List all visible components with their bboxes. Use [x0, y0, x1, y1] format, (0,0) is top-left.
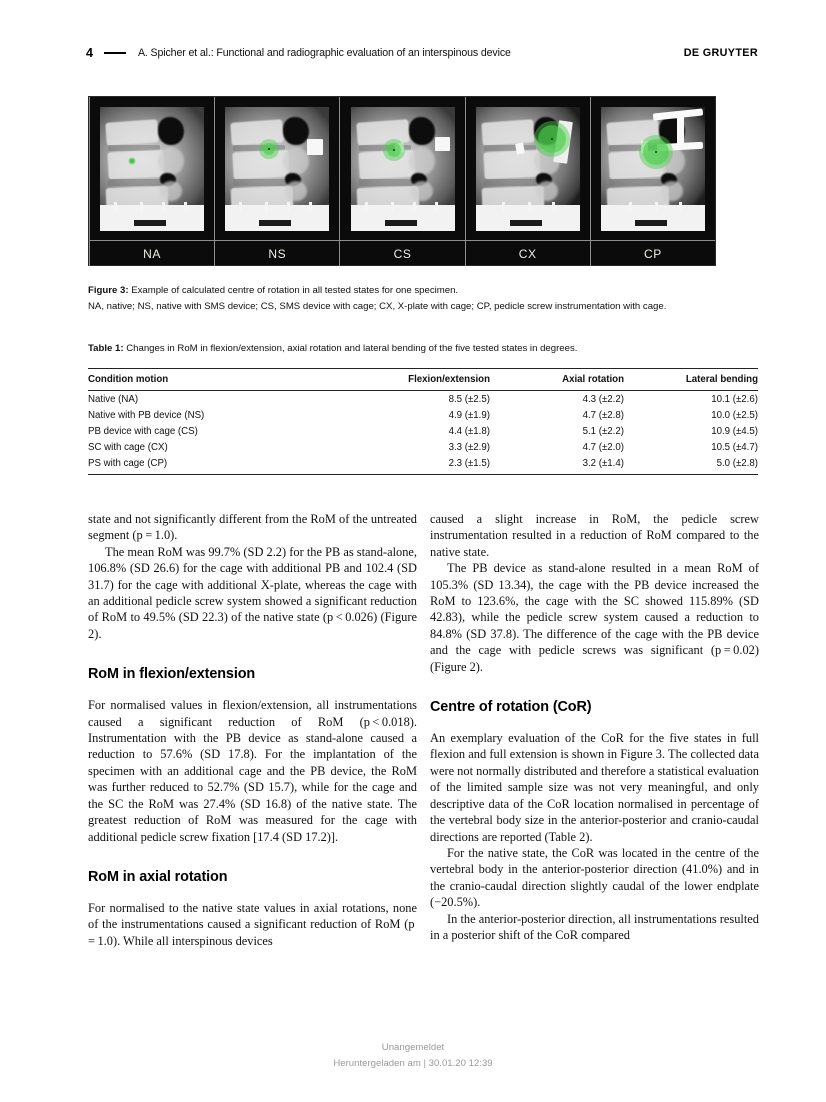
paragraph-continued: state and not significantly different from the RoM of the untreated segment (p = 1.0). [88, 512, 417, 543]
cor-marker-na [130, 159, 134, 163]
paragraph-posterior-shift: In the anterior-posterior direction, all instrumentations resulted in a posterior shift of the CoR compared [430, 911, 759, 942]
figure-label-row [89, 240, 715, 266]
table-row [88, 423, 758, 439]
radiograph-cx [476, 107, 580, 231]
figure-label-cs: CS [340, 241, 465, 266]
radiograph-cs [351, 107, 455, 231]
paragraph-mean-rom: The mean RoM was 99.7% (SD 2.2) for the PB as stand-alone, 106.8% (SD 26.6) for the cage with additional PB and 102.4 (SD 31.7) for the cage with additional X-plate, whereas the cage with an additional pedicle screw system showed a significant reduction of RoM to 49.5% (SD 22.3) of the native state (p < 0.026) (Figure 2). [88, 544, 417, 641]
paragraph-pb-device: The PB device as stand-alone resulted in a mean RoM of 105.3% (SD 13.34), the cage with the PB device increased the RoM to 123.6%, the cage with the SC showed 115.89% (SD 42.83), while the pedicle screw system caused a reduction to 84.8% (SD 37.8). The difference of the cage with the PB device and the cage with pedicle screws was significant (p = 0.02) (Figure 2). [430, 561, 759, 674]
figure-panel-cx [466, 97, 591, 240]
cor-marker-cx [538, 125, 566, 153]
cell-axial-rotation: 4.7 (±2.8) [582, 409, 624, 421]
cell-condition: PB device with cage (CS) [88, 425, 198, 437]
running-head [86, 44, 758, 62]
body-column-left [88, 511, 417, 949]
cell-condition: SC with cage (CX) [88, 442, 168, 454]
figure-panel-ns [215, 97, 340, 240]
cell-condition: Native (NA) [88, 393, 139, 405]
paragraph-continued: caused a slight increase in RoM, the pedicle screw instrumentation resulted in a reduction of RoM compared to the native state. [430, 512, 759, 559]
cell-axial-rotation: 5.1 (±2.2) [582, 425, 624, 437]
table-header [88, 369, 758, 391]
header-rule-icon [104, 52, 126, 55]
cell-lateral-bending: 10.0 (±2.5) [711, 409, 758, 421]
table-header-flexion: Flexion/extension [356, 369, 490, 391]
cell-flexion: 3.3 (±2.9) [448, 442, 490, 454]
paragraph-flexion: For normalised values in flexion/extension, all instrumentations caused a significant reduction of RoM (p < 0.018). Instrumentation with the PB device as stand-alone caused a reduction to 57.6% (SD 17.8). For the implantation of the specimen with an additional cage and the PB device, the RoM was further reduced to 52.7% (SD 15.7), while for the cage and the SC the RoM was 27.4% (SD 16.8) of the native state. The greatest reduction of RoM was measured for the cage with additional pedicle screw fixation [17.4 (SD 17.2)]. [88, 698, 417, 844]
running-head-title: A. Spicher et al.: Functional and radiographic evaluation of an interspinous device [137, 47, 511, 59]
figure-caption-text: Example of calculated centre of rotation in all tested states for one specimen. [131, 285, 459, 296]
table-row [88, 391, 758, 408]
cell-lateral-bending: 10.9 (±4.5) [711, 425, 758, 437]
cell-flexion: 4.4 (±1.8) [448, 425, 490, 437]
cell-condition: Native with PB device (NS) [88, 409, 205, 421]
table-body [88, 391, 758, 475]
cell-lateral-bending: 10.5 (±4.7) [711, 442, 758, 454]
cell-flexion: 8.5 (±2.5) [448, 393, 490, 405]
heading-rom-axial-rotation: RoM in axial rotation [88, 868, 228, 885]
table-row [88, 407, 758, 423]
cor-marker-ns [263, 143, 275, 155]
cell-flexion: 4.9 (±1.9) [448, 409, 490, 421]
table-header-axial-rotation: Axial rotation [490, 369, 624, 391]
heading-rom-flexion-extension: RoM in flexion/extension [88, 666, 256, 683]
body-column-right [430, 511, 759, 943]
footer-auth-status: Unangemeldet [381, 1042, 445, 1053]
table-row [88, 456, 758, 475]
table-caption-label: Table 1: [88, 343, 124, 354]
figure-panel-row [89, 97, 715, 240]
paragraph-axial: For normalised to the native state values in axial rotations, none of the instrumentations caused a significant reduction of RoM (p = 1.0). While all interspinous devices [88, 900, 417, 948]
radiograph-ns [225, 107, 329, 231]
cell-axial-rotation: 4.7 (±2.0) [582, 442, 624, 454]
figure-3-caption [88, 283, 760, 314]
table-header-condition: Condition motion [88, 369, 356, 391]
cell-flexion: 2.3 (±1.5) [356, 456, 490, 475]
table-1-caption [88, 342, 760, 356]
paragraph-cor-intro: An exemplary evaluation of the CoR for the five states in full flexion and full extension is shown in Figure 3. The collected data were not normally distributed and therefore a statistical evaluation of the limited sample size was not very meaningful, and only descriptive data of the CoR location normalised in percentage of the vertebral body size in the anterior-posterior and cranio-caudal directions are reported (Table 2). [430, 731, 759, 844]
radiograph-na [100, 107, 204, 231]
paragraph-native-state: For the native state, the CoR was located in the centre of the vertebral body in the anterior-posterior direction (41.0%) and in the cranio-caudal direction slightly caudal of the lower endplate (−20.5%). [430, 845, 759, 910]
figure-panel-cs [340, 97, 465, 240]
figure-label-cx: CX [466, 241, 591, 266]
table-row [88, 440, 758, 456]
figure-panel-cp [591, 97, 715, 240]
cell-condition: PS with cage (CP) [88, 456, 356, 475]
table-header-lateral-bending: Lateral bending [624, 369, 758, 391]
heading-centre-of-rotation: Centre of rotation (CoR) [430, 699, 592, 716]
table-caption-text: Changes in RoM in flexion/extension, axial rotation and lateral bending of the five tested states in degrees. [126, 343, 578, 354]
publisher-logo: DE GRUYTER [683, 47, 758, 59]
table-header-row [88, 369, 758, 391]
cor-marker-cs [387, 143, 401, 157]
cell-lateral-bending: 10.1 (±2.6) [711, 393, 758, 405]
page-number: 4 [86, 45, 93, 60]
figure-caption-legend: NA, native; NS, native with SMS device; CS, SMS device with cage; CX, X-plate with cage; CP, pedicle screw instrumentation with cage. [88, 300, 667, 312]
figure-panel-na [89, 97, 215, 240]
cor-marker-cp [643, 139, 669, 165]
download-footer [0, 1040, 826, 1072]
figure-3-image [88, 96, 716, 266]
figure-label-ns: NS [215, 241, 340, 266]
cell-axial-rotation: 3.2 (±1.4) [490, 456, 624, 475]
figure-caption-label: Figure 3: [88, 285, 129, 296]
radiograph-cp [601, 107, 705, 231]
footer-download-stamp: Heruntergeladen am | 30.01.20 12:39 [333, 1058, 493, 1069]
cell-lateral-bending: 5.0 (±2.8) [624, 456, 758, 475]
cell-axial-rotation: 4.3 (±2.2) [582, 393, 624, 405]
table-1 [88, 368, 758, 475]
figure-label-cp: CP [643, 246, 662, 261]
figure-label-na: NA [89, 241, 215, 266]
